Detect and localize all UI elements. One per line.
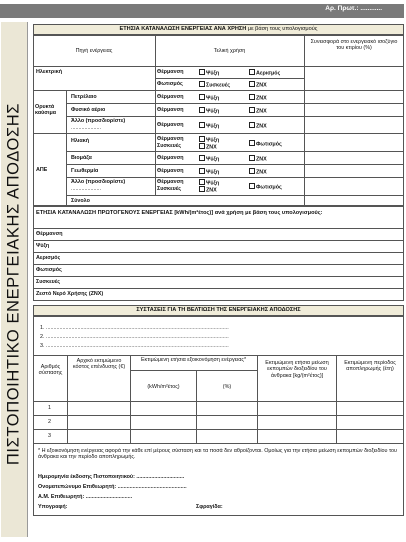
res-geothermal: Γεωθερμία bbox=[71, 168, 99, 174]
rule bbox=[304, 35, 305, 206]
use-heating: Θέρμανση bbox=[157, 136, 184, 142]
row-number: 1 bbox=[48, 405, 51, 411]
consumption-section-title bbox=[33, 24, 404, 35]
rule bbox=[33, 288, 404, 289]
use-lighting-check[interactable]: Φωτισμός bbox=[249, 183, 282, 191]
side-title-bar bbox=[1, 22, 28, 537]
primary-row: Φωτισμός bbox=[36, 267, 62, 273]
rule bbox=[66, 151, 404, 152]
rule bbox=[33, 90, 404, 91]
use-cooling-check[interactable]: Ψύξη bbox=[199, 94, 219, 102]
protocol-bar bbox=[0, 4, 404, 18]
use-lighting: Φωτισμός bbox=[157, 81, 183, 87]
checkbox-icon[interactable] bbox=[199, 136, 205, 142]
checkbox-icon[interactable] bbox=[249, 168, 255, 174]
rule bbox=[33, 133, 404, 134]
fuel-other-dots: .................... bbox=[71, 125, 101, 131]
col-number-header: Αριθμός σύστασης bbox=[38, 364, 63, 377]
checkbox-icon[interactable] bbox=[199, 155, 205, 161]
rule bbox=[66, 116, 404, 117]
rule bbox=[33, 276, 404, 277]
use-heating: Θέρμανση bbox=[157, 179, 184, 185]
rule bbox=[33, 240, 404, 241]
use-dhw-check[interactable]: ΖΝΧ bbox=[249, 122, 267, 130]
inspector-id[interactable]: Α.Μ. Επιθεωρητή: ............................... bbox=[38, 494, 133, 500]
rule bbox=[33, 355, 404, 356]
use-heating: Θέρμανση bbox=[157, 94, 184, 100]
use-cooling-check[interactable]: Ψύξη bbox=[199, 69, 219, 77]
res-solar: Ηλιακή bbox=[71, 138, 90, 144]
use-cooling-check[interactable]: Ψύξη bbox=[199, 136, 219, 144]
primary-row: Συσκευές bbox=[36, 279, 60, 285]
footnote: * Η εξοικονόμηση ενέργειας αφορά την κάθε επί μέρους σύσταση και τα ποσά δεν αθροίζονται. Ομοίως για την ετήσια μείωση εκπομπών διοξειδίου του άνθρακα και την περίοδο αποπληρωμής. bbox=[38, 448, 397, 461]
use-lighting-check[interactable]: Φωτισμός bbox=[249, 140, 282, 148]
use-heating: Θέρμανση bbox=[157, 155, 184, 161]
protocol-number: Αρ. Πρωτ.: ............ bbox=[325, 5, 382, 12]
primary-row: Ψύξη bbox=[36, 243, 50, 249]
res-other: Άλλο (προσδιορίστε) bbox=[71, 179, 126, 185]
rule bbox=[66, 90, 67, 206]
use-appliances-check[interactable]: Συσκευές bbox=[199, 81, 230, 89]
use-cooling-check[interactable]: Ψύξη bbox=[199, 179, 219, 187]
rule bbox=[66, 195, 404, 196]
row-number: 2 bbox=[48, 419, 51, 425]
checkbox-icon[interactable] bbox=[199, 94, 205, 100]
rule bbox=[33, 443, 404, 444]
use-dhw-check[interactable]: ΖΝΧ bbox=[249, 107, 267, 115]
use-heating: Θέρμανση bbox=[157, 122, 184, 128]
rule bbox=[33, 264, 404, 265]
col-use-header: Τελική χρήση bbox=[213, 48, 246, 54]
rule bbox=[66, 177, 404, 178]
rule bbox=[155, 78, 304, 79]
primary-row: Θέρμανση bbox=[36, 231, 63, 237]
use-dhw-check[interactable]: ΖΝΧ bbox=[249, 94, 267, 102]
use-cooling-check[interactable]: Ψύξη bbox=[199, 168, 219, 176]
use-cooling-check[interactable]: Ψύξη bbox=[199, 122, 219, 130]
rule bbox=[130, 370, 257, 371]
row-number: 3 bbox=[48, 433, 51, 439]
res-other-dots: .................... bbox=[71, 186, 101, 192]
consumption-title-suffix: με βάση τους υπολογισμούς bbox=[247, 26, 318, 32]
rule bbox=[155, 35, 156, 195]
col-source-header: Πηγή ενέργειας bbox=[75, 48, 113, 54]
col-cost-header: Αρχικό εκτιμώμενο κόστος επένδυσης (€) bbox=[72, 358, 126, 371]
use-dhw-check[interactable]: ΖΝΧ bbox=[249, 168, 267, 176]
use-appliances: Συσκευές bbox=[157, 186, 181, 192]
rule bbox=[130, 355, 131, 443]
col-payback-header: Εκτιμώμενη περίοδος αποπληρωμής (έτη) bbox=[344, 360, 396, 373]
side-title: ΠΙΣΤΟΠΟΙΗΤΙΚΟ ΕΝΕΡΓΕΙΑΚΗΣ ΑΠΟΔΟΣΗΣ bbox=[4, 102, 23, 466]
use-dhw-check[interactable]: ΖΝΧ bbox=[199, 186, 217, 194]
col-savings-kwh: (kWh/m²έτος) bbox=[147, 384, 180, 390]
source-fossil: Ορυκτά καύσιμα bbox=[35, 104, 57, 117]
col-savings-pct: (%) bbox=[222, 384, 232, 390]
checkbox-icon[interactable] bbox=[249, 140, 255, 146]
col-co2-header: Εκτιμώμενη ετήσια μείωση εκπομπών διοξειδίου του άνθρακα [kg/(m²έτος)] bbox=[265, 360, 329, 379]
rule bbox=[33, 415, 404, 416]
checkbox-icon[interactable] bbox=[199, 107, 205, 113]
checkbox-icon[interactable] bbox=[199, 143, 205, 149]
col-savings-header: Εκτιμώμενη ετήσια εξοικονόμηση ενέργειας* bbox=[140, 357, 247, 363]
checkbox-icon[interactable] bbox=[199, 186, 205, 192]
use-heating: Θέρμανση bbox=[157, 107, 184, 113]
checkbox-icon[interactable] bbox=[249, 183, 255, 189]
res-total: Σύνολο bbox=[71, 198, 90, 204]
use-heating: Θέρμανση bbox=[157, 168, 184, 174]
fuel-other: Άλλο (προσδιορίστε) bbox=[71, 118, 126, 124]
checkbox-icon[interactable] bbox=[249, 94, 255, 100]
recommendation-line[interactable]: 3. .......................................................................................................................... bbox=[40, 343, 229, 349]
primary-row: Ζεστό Νερό Χρήσης (ΖΝΧ) bbox=[36, 291, 104, 297]
checkbox-icon[interactable] bbox=[249, 107, 255, 113]
recommendation-line[interactable]: 2. .......................................................................................................................... bbox=[40, 334, 229, 340]
checkbox-icon[interactable] bbox=[249, 81, 255, 87]
rule bbox=[66, 164, 404, 165]
signature-field[interactable]: Υπογραφή: bbox=[38, 504, 68, 510]
rule bbox=[196, 370, 197, 443]
inspector-name[interactable]: Ονοματεπώνυμο Επιθεωρητή: .............................................. bbox=[38, 484, 187, 490]
rule bbox=[33, 401, 404, 402]
res-biomass: Βιομάζα bbox=[71, 155, 92, 161]
checkbox-icon[interactable] bbox=[199, 179, 205, 185]
rule bbox=[33, 429, 404, 430]
checkbox-icon[interactable] bbox=[199, 168, 205, 174]
fuel-gas: Φυσικό αέριο bbox=[71, 107, 106, 113]
use-dhw-check[interactable]: ΖΝΧ bbox=[249, 155, 267, 163]
use-dhw-check[interactable]: ΖΝΧ bbox=[199, 143, 217, 151]
use-cooling-check[interactable]: Ψύξη bbox=[199, 107, 219, 115]
rule bbox=[33, 252, 404, 253]
source-electric: Ηλεκτρική bbox=[36, 69, 62, 75]
checkbox-icon[interactable] bbox=[249, 122, 255, 128]
checkbox-icon[interactable] bbox=[249, 155, 255, 161]
recommendation-line[interactable]: 1. .......................................................................................................................... bbox=[40, 325, 229, 331]
use-cooling-check[interactable]: Ψύξη bbox=[199, 155, 219, 163]
primary-row: Αερισμός bbox=[36, 255, 61, 261]
rule bbox=[67, 355, 68, 443]
rule bbox=[336, 355, 337, 443]
stamp-field[interactable]: Σφραγίδα: bbox=[196, 504, 223, 510]
use-dhw-check[interactable]: ΖΝΧ bbox=[249, 81, 267, 89]
rule bbox=[257, 355, 258, 443]
recommendations-title: ΣΥΣΤΑΣΕΙΣ ΓΙΑ ΤΗ ΒΕΛΤΙΩΣΗ ΤΗΣ ΕΝΕΡΓΕΙΑΚΗΣ ΑΠΟΔΟΣΗΣ bbox=[33, 305, 404, 316]
checkbox-icon[interactable] bbox=[199, 81, 205, 87]
primary-title: ΕΤΗΣΙΑ ΚΑΤΑΝΑΛΩΣΗ ΠΡΩΤΟΓΕΝΟΥΣ ΕΝΕΡΓΕΙΑΣ [kWh/(m²έτος)] ανά χρήση με βάση τους υπολογισμούς: bbox=[36, 210, 323, 216]
use-appliances: Συσκευές bbox=[157, 143, 181, 149]
fuel-oil: Πετρέλαιο bbox=[71, 94, 97, 100]
checkbox-icon[interactable] bbox=[249, 69, 255, 75]
use-ventilation-check[interactable]: Αερισμός bbox=[249, 69, 280, 77]
use-heating: Θέρμανση bbox=[157, 69, 184, 75]
primary-table bbox=[33, 206, 404, 301]
rule bbox=[33, 228, 404, 229]
rule bbox=[66, 103, 404, 104]
rule bbox=[33, 66, 404, 67]
col-share-header: Συνεισφορά στο ενεργειακό ισοζύγιο του κτιρίου (%) bbox=[310, 39, 398, 52]
consumption-title: ΕΤΗΣΙΑ ΚΑΤΑΝΑΛΩΣΗ ΕΝΕΡΓΕΙΑΣ ΑΝΑ ΧΡΗΣΗ bbox=[119, 26, 247, 32]
checkbox-icon[interactable] bbox=[199, 122, 205, 128]
source-renewables: ΑΠΕ bbox=[36, 167, 48, 173]
issue-date[interactable]: Ημερομηνία έκδοσης Πιστοποιητικού: ................................ bbox=[38, 474, 185, 480]
checkbox-icon[interactable] bbox=[199, 69, 205, 75]
